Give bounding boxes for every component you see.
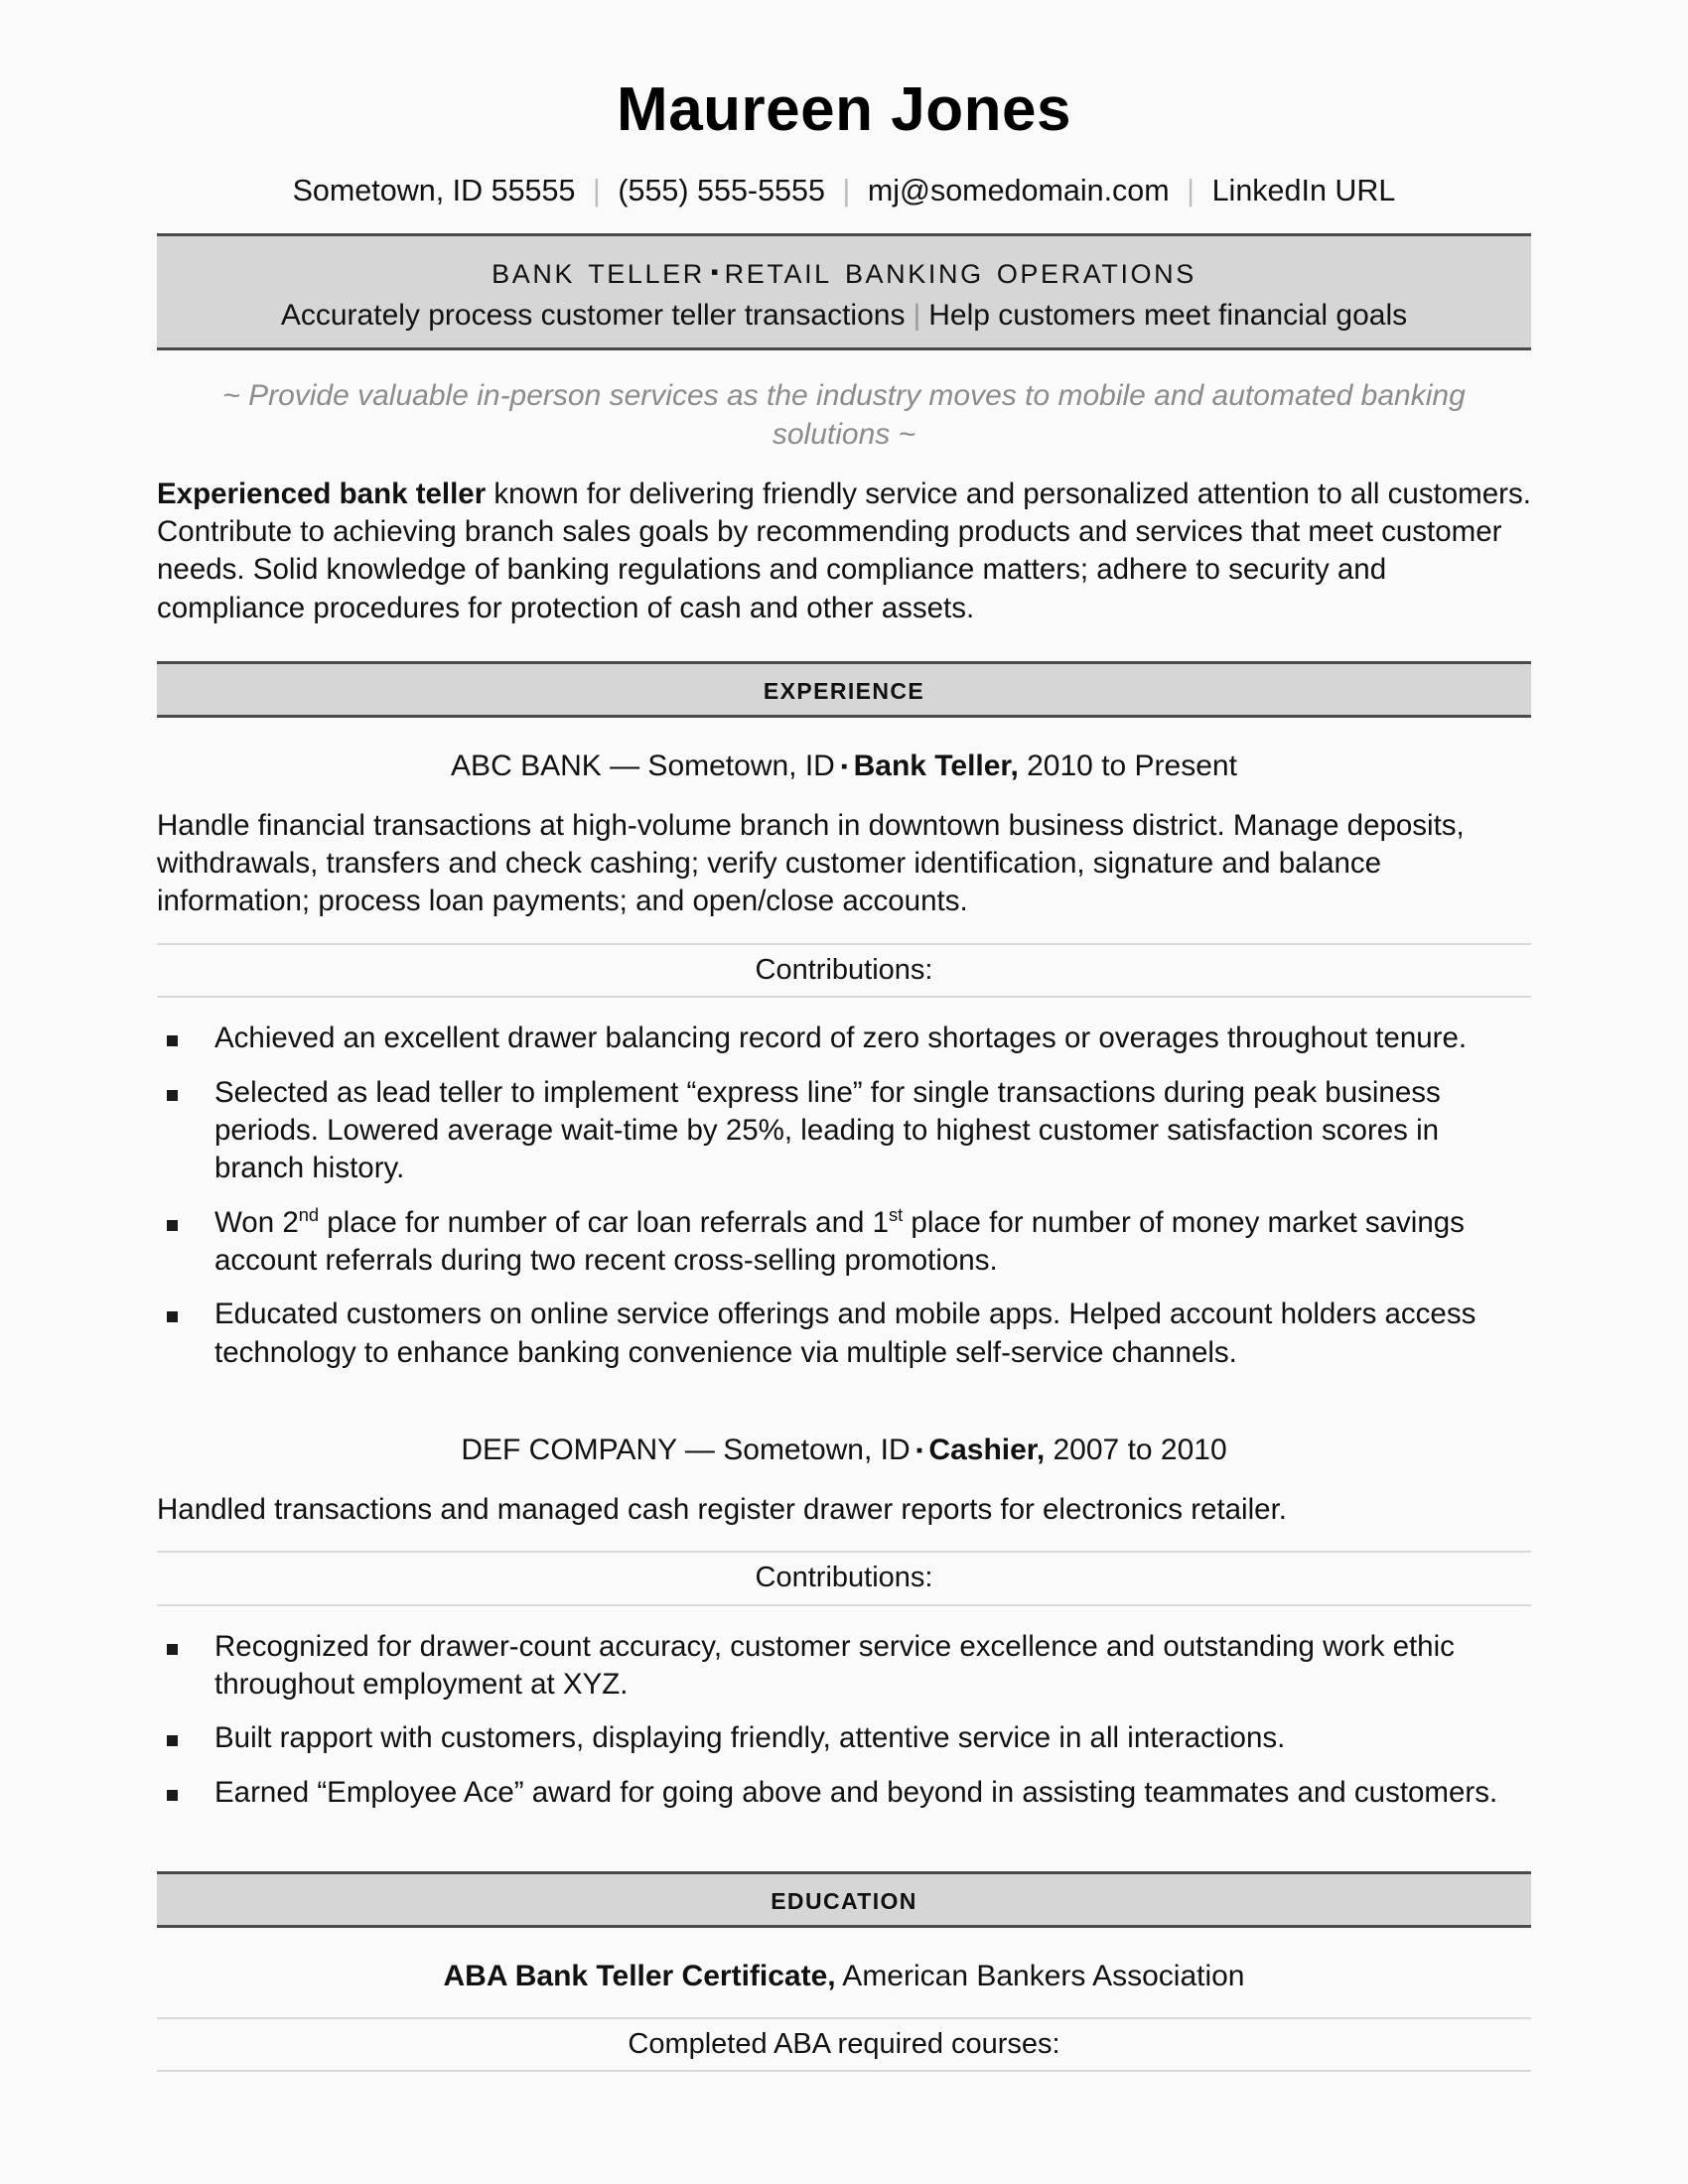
contact-linkedin[interactable]: LinkedIn URL bbox=[1211, 173, 1396, 207]
list-item bbox=[157, 1020, 1531, 1057]
job-bullet-list bbox=[157, 1020, 1531, 1372]
contact-separator-1: | bbox=[592, 173, 601, 207]
bullet-text: Achieved an excellent drawer balancing record of zero shortages or overages throughout tenure. bbox=[214, 1022, 1468, 1055]
section-label-education: education bbox=[771, 1879, 917, 1917]
job-heading bbox=[157, 1432, 1531, 1469]
job-role: Cashier, bbox=[928, 1433, 1046, 1467]
job-bullet-list bbox=[157, 1628, 1531, 1812]
job-dates: 2007 to 2010 bbox=[1045, 1433, 1227, 1467]
professional-summary bbox=[157, 476, 1531, 627]
list-item bbox=[157, 1074, 1531, 1188]
job-role: Bank Teller, bbox=[853, 750, 1019, 782]
section-label-experience: experience bbox=[763, 669, 925, 706]
square-bullet-icon: ▪ bbox=[840, 756, 848, 777]
contributions-label: Contributions: bbox=[157, 1551, 1531, 1606]
square-bullet-icon: ▪ bbox=[915, 1440, 923, 1462]
list-item bbox=[157, 1204, 1531, 1281]
courses-label: Completed ABA required courses: bbox=[157, 2017, 1531, 2073]
credential-issuer: American Bankers Association bbox=[835, 1960, 1245, 1993]
section-header-education bbox=[157, 1871, 1531, 1928]
contributions-label: Contributions: bbox=[157, 943, 1531, 999]
resume-content bbox=[157, 0, 1531, 2072]
job-company: DEF COMPANY — Sometown, ID bbox=[461, 1433, 911, 1467]
headline-sub-part2: Help customers meet financial goals bbox=[928, 299, 1408, 333]
job-description: Handle financial transactions at high-volume branch in downtown business district. Manage deposits, withdrawals, transfers and check cashing; verify customer identification, signature and balance information; process loan payments; and open/close accounts. bbox=[157, 808, 1465, 918]
list-item bbox=[157, 1296, 1531, 1372]
bullet-text: Recognized for drawer-count accuracy, customer service excellence and outstanding work ethic throughout employment at XYZ. bbox=[214, 1629, 1455, 1702]
headline-title-part1: bank teller bbox=[492, 250, 705, 293]
headline-sub-part1: Accurately process customer teller transactions bbox=[280, 299, 906, 333]
headline-title bbox=[175, 246, 1513, 296]
contact-separator-2: | bbox=[842, 173, 851, 207]
job-entry bbox=[157, 748, 1531, 1372]
education-credential bbox=[157, 1958, 1531, 1995]
headline-sub-separator: | bbox=[913, 299, 921, 333]
bullet-text: Won 2 bbox=[214, 1205, 299, 1239]
list-item bbox=[157, 1628, 1531, 1705]
bullet-text-post: place for number of money market savings account referrals during two recent cross-selling promotions. bbox=[214, 1205, 1465, 1278]
list-item bbox=[157, 1774, 1531, 1812]
credential-name: ABA Bank Teller Certificate, bbox=[443, 1960, 836, 1993]
ordinal-suffix: nd bbox=[298, 1203, 320, 1225]
job-entry bbox=[157, 1432, 1531, 1812]
ordinal-suffix: st bbox=[889, 1203, 904, 1225]
contact-phone: (555) 555-5555 bbox=[618, 173, 825, 207]
bullet-text: Selected as lead teller to implement “express line” for single transactions during peak business periods. Lowered average wait-time by 25%, leading to highest customer satisfaction scores in branch history. bbox=[214, 1075, 1441, 1185]
candidate-name: Maureen Jones bbox=[617, 75, 1071, 144]
headline-subtitle bbox=[175, 298, 1513, 333]
bullet-text: Built rapport with customers, displaying friendly, attentive service in all interactions. bbox=[214, 1721, 1286, 1755]
job-dates: 2010 to Present bbox=[1018, 750, 1237, 782]
summary-lead: Experienced bank teller bbox=[157, 477, 487, 510]
bullet-text: Educated customers on online service offerings and mobile apps. Helped account holders access technology to enhance banking convenience via multiple self-service channels. bbox=[214, 1297, 1477, 1369]
list-item bbox=[157, 1719, 1531, 1757]
headline-title-part2: retail banking operations bbox=[724, 250, 1196, 293]
job-heading bbox=[157, 748, 1531, 785]
bullet-text: Earned “Employee Ace” award for going above and beyond in assisting teammates and customers. bbox=[214, 1775, 1498, 1809]
job-description: Handled transactions and managed cash register drawer reports for electronics retailer. bbox=[157, 1492, 1287, 1526]
contact-location: Sometown, ID 55555 bbox=[292, 173, 576, 207]
contact-email[interactable]: mj@somedomain.com bbox=[867, 173, 1170, 207]
square-bullet-icon: ▪ bbox=[710, 259, 719, 285]
section-header-experience bbox=[157, 661, 1531, 718]
tagline: ~ Provide valuable in-person services as the industry moves to mobile and automated banking solutions ~ bbox=[222, 378, 1466, 451]
headline-banner bbox=[157, 233, 1531, 350]
summary-rest: known for delivering friendly service and personalized attention to all customers. Contribute to achieving branch sales goals by recommending products and services that meet customer needs. Solid knowledge of banking regulations and compliance matters; adhere to security and compliance procedures for protection of cash and other assets. bbox=[157, 477, 1531, 624]
job-company: ABC BANK — Sometown, ID bbox=[451, 750, 835, 782]
contact-separator-3: | bbox=[1187, 173, 1196, 207]
contact-line bbox=[157, 172, 1531, 209]
bullet-text-mid: place for number of car loan referrals and 1 bbox=[319, 1205, 889, 1239]
